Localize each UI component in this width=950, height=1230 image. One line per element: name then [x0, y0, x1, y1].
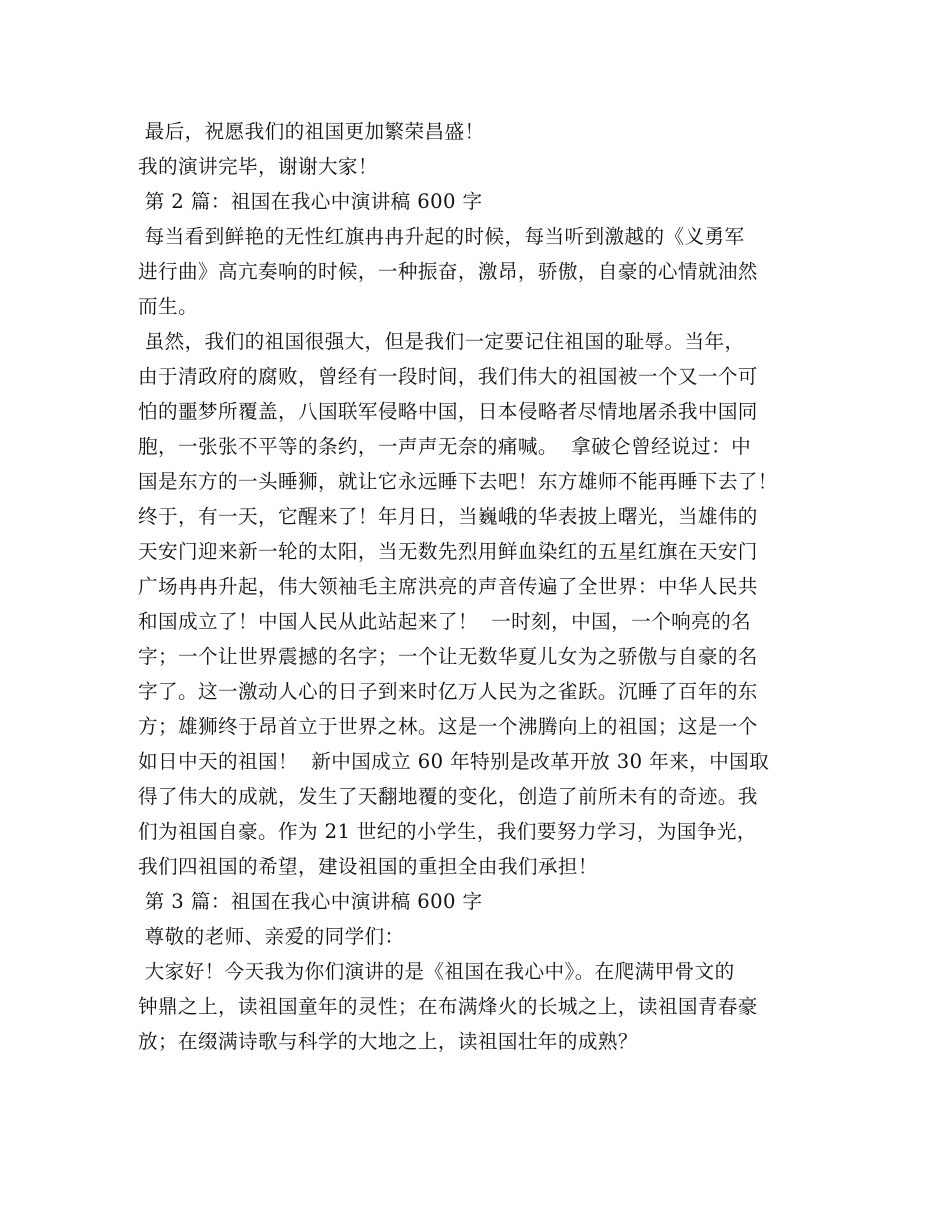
text-line: 由于清政府的腐败，曾经有一段时间，我们伟大的祖国被一个又一个可 [138, 365, 758, 388]
section-heading: 第 2 篇：祖国在我心中演讲稿 600 字 [138, 190, 483, 213]
text-line: 字了。这一激动人心的日子到来时亿万人民为之雀跃。沉睡了百年的东 [138, 680, 758, 703]
text-line: 我的演讲完毕，谢谢大家！ [138, 155, 378, 178]
text-line: 如日中天的祖国！ 新中国成立 60 年特别是改革开放 30 年来，中国取 [138, 750, 770, 773]
text-line: 得了伟大的成就，发生了天翻地覆的变化，创造了前所未有的奇迹。我 [138, 785, 758, 808]
text-line: 钟鼎之上，读祖国童年的灵性；在布满烽火的长城之上，读祖国青春豪 [138, 995, 758, 1018]
text-line: 字；一个让世界震撼的名字；一个让无数华夏儿女为之骄傲与自豪的名 [138, 645, 758, 668]
text-line: 虽然，我们的祖国很强大，但是我们一定要记住祖国的耻辱。当年， [138, 330, 745, 353]
section-heading: 第 3 篇：祖国在我心中演讲稿 600 字 [138, 890, 483, 913]
text-line: 尊敬的老师、亲爱的同学们： [138, 925, 405, 948]
text-line: 放；在缀满诗歌与科学的大地之上，读祖国壮年的成熟？ [138, 1030, 638, 1053]
text-line: 胞，一张张不平等的条约，一声声无奈的痛喊。 拿破仑曾经说过：中 [138, 435, 752, 458]
text-line: 我们四祖国的希望，建设祖国的重担全由我们承担！ [138, 855, 598, 878]
document-body [138, 114, 824, 1059]
text-line: 和国成立了！中国人民从此站起来了！ 一时刻，中国，一个响亮的名 [138, 610, 752, 633]
text-line: 每当看到鲜艳的无性红旗冉冉升起的时候，每当听到激越的《义勇军 [138, 225, 745, 248]
text-line: 最后，祝愿我们的祖国更加繁荣昌盛！ [138, 120, 485, 143]
text-line: 们为祖国自豪。作为 21 世纪的小学生，我们要努力学习，为国争光， [138, 820, 757, 843]
text-line: 方；雄狮终于昂首立于世界之林。这是一个沸腾向上的祖国；这是一个 [138, 715, 758, 738]
text-line: 终于，有一天，它醒来了！年月日，当巍峨的华表披上曙光，当雄伟的 [138, 505, 758, 528]
text-line: 国是东方的一头睡狮，就让它永远睡下去吧！东方雄师不能再睡下去了！ [138, 470, 778, 493]
text-line: 大家好！今天我为你们演讲的是《祖国在我心中》。在爬满甲骨文的 [138, 960, 735, 983]
text-line: 怕的噩梦所覆盖，八国联军侵略中国，日本侵略者尽情地屠杀我中国同 [138, 400, 758, 423]
text-line: 进行曲》高亢奏响的时候，一种振奋，激昂，骄傲，自豪的心情就油然 [138, 260, 758, 283]
text-line: 天安门迎来新一轮的太阳，当无数先烈用鲜血染红的五星红旗在天安门 [138, 540, 758, 563]
text-line: 而生。 [138, 295, 198, 318]
text-line: 广场冉冉升起，伟大领袖毛主席洪亮的声音传遍了全世界：中华人民共 [138, 575, 758, 598]
